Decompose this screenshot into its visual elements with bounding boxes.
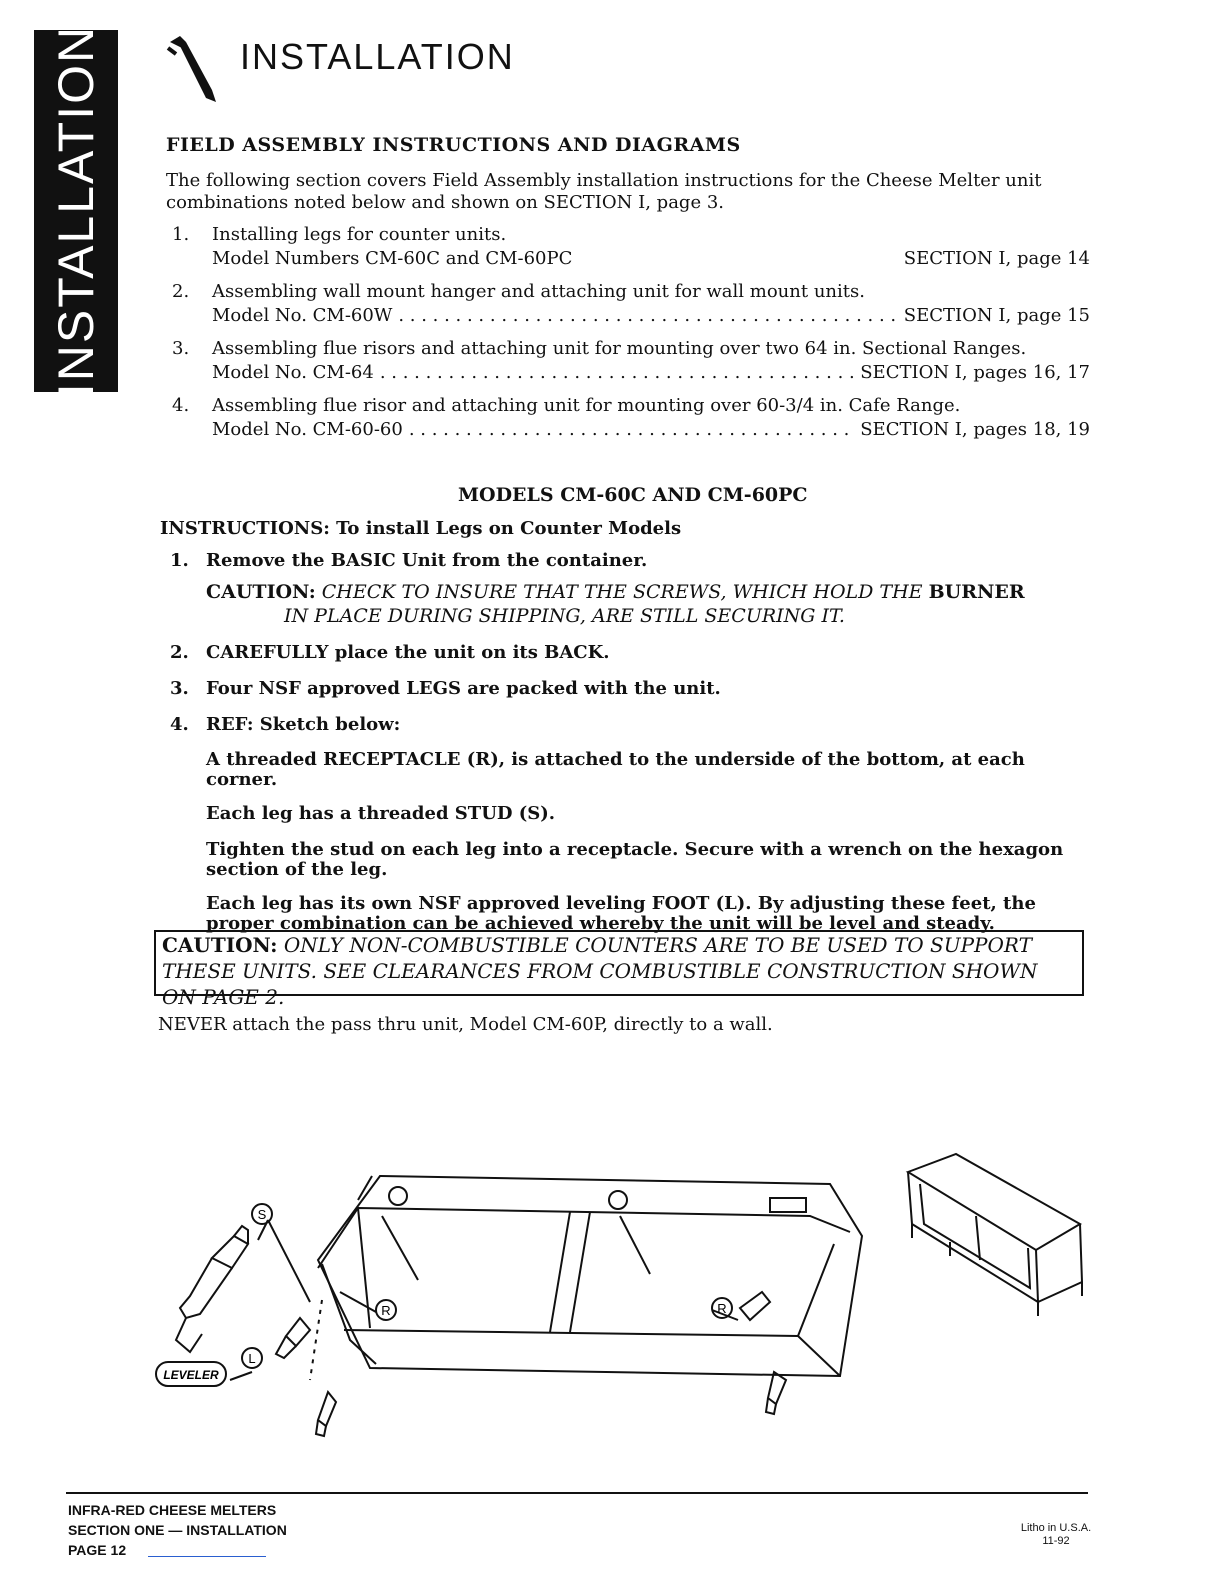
never-note: NEVER attach the pass thru unit, Model CM-60P, directly to a wall. bbox=[158, 1014, 773, 1035]
item-model-line bbox=[212, 419, 1090, 441]
list-item bbox=[172, 281, 1092, 338]
side-tab bbox=[34, 24, 118, 398]
item-reference: SECTION I, pages 16, 17 bbox=[860, 362, 1090, 383]
assembly-list bbox=[172, 224, 1092, 452]
caution-text: CHECK TO INSURE THAT THE SCREWS, WHICH HOLD THE bbox=[321, 581, 923, 603]
item-description: Installing legs for counter units. bbox=[212, 224, 507, 245]
step-number: 1. bbox=[170, 550, 189, 571]
step-3 bbox=[170, 678, 1100, 700]
vent-icon bbox=[609, 1191, 627, 1209]
step-number: 3. bbox=[170, 678, 189, 699]
item-number: 2. bbox=[172, 281, 190, 302]
receptacle-label: R bbox=[717, 1301, 727, 1316]
item-number: 4. bbox=[172, 395, 190, 416]
unit-outline bbox=[318, 1176, 862, 1376]
item-number: 1. bbox=[172, 224, 190, 245]
footer-print-info bbox=[1016, 1522, 1096, 1548]
item-description: Assembling wall mount hanger and attaching unit for wall mount units. bbox=[212, 281, 865, 302]
shipping-caution bbox=[206, 580, 1100, 628]
side-tab-label: INSTALLATION bbox=[48, 24, 104, 398]
caution-text: ONLY NON-COMBUSTIBLE COUNTERS ARE TO BE USED TO SUPPORT THESE UNITS. SEE CLEARANCES FROM COMBUSTIBLE CONSTRUCTION SHOWN ON PAGE 2. bbox=[162, 933, 1038, 1009]
caution-label: CAUTION: bbox=[162, 933, 278, 957]
footer-rule bbox=[66, 1492, 1088, 1494]
step-text: REF: Sketch below: bbox=[206, 714, 401, 735]
caution-label: CAUTION: bbox=[206, 581, 316, 603]
leg-assembly-sketch bbox=[150, 1140, 1100, 1460]
dot-leader bbox=[409, 419, 854, 441]
footer-page-number: PAGE 12 bbox=[68, 1542, 127, 1558]
step-4 bbox=[170, 714, 1100, 736]
page-title: INSTALLATION bbox=[240, 36, 515, 77]
footer-section: SECTION ONE — INSTALLATION bbox=[68, 1522, 287, 1538]
list-item bbox=[172, 338, 1092, 395]
item-reference: SECTION I, pages 18, 19 bbox=[860, 419, 1090, 440]
step-number: 2. bbox=[170, 642, 189, 663]
intro-paragraph: The following section covers Field Assembly installation instructions for the Cheese Melter unit combinations noted below and shown on SECTION I, page 3. bbox=[166, 170, 1042, 213]
vent-icon bbox=[389, 1187, 407, 1205]
dot-leader bbox=[380, 362, 854, 384]
step-text: Four NSF approved LEGS are packed with the unit. bbox=[206, 678, 721, 699]
section-heading: FIELD ASSEMBLY INSTRUCTIONS AND DIAGRAMS bbox=[166, 134, 741, 156]
item-reference: SECTION I, page 14 bbox=[903, 248, 1090, 269]
list-item bbox=[172, 395, 1092, 452]
foot-paragraph: Each leg has its own NSF approved leveling FOOT (L). By adjusting these feet, the proper combination can be achieved whereby the unit will be level and steady. bbox=[206, 893, 1036, 934]
item-reference: SECTION I, page 15 bbox=[903, 305, 1090, 326]
item-model-line bbox=[212, 248, 1090, 270]
item-model: Model Numbers CM-60C and CM-60PC bbox=[212, 248, 573, 269]
page-underline bbox=[148, 1556, 266, 1557]
step-text: Remove the BASIC Unit from the container. bbox=[206, 550, 648, 571]
item-model: Model No. CM-64 bbox=[212, 362, 374, 383]
control-panel-icon bbox=[770, 1198, 806, 1212]
instruction-steps bbox=[170, 550, 1100, 934]
dot-leader bbox=[398, 305, 897, 327]
item-model: Model No. CM-60W bbox=[212, 305, 393, 326]
item-model-line bbox=[212, 362, 1090, 384]
assembled-unit-sketch bbox=[908, 1154, 1082, 1316]
models-heading: MODELS CM-60C AND CM-60PC bbox=[458, 484, 808, 506]
footer bbox=[68, 1500, 287, 1560]
item-description: Assembling flue risors and attaching unit for mounting over two 64 in. Sectional Ranges. bbox=[212, 338, 1027, 359]
stud-paragraph: Each leg has a threaded STUD (S). bbox=[206, 803, 556, 824]
step-2 bbox=[170, 642, 1100, 664]
caution-bold-word: BURNER bbox=[928, 581, 1025, 603]
footer-product: INFRA-RED CHEESE MELTERS bbox=[68, 1502, 277, 1518]
foot-label: L bbox=[248, 1351, 256, 1366]
step-number: 4. bbox=[170, 714, 189, 735]
wrench-icon bbox=[166, 32, 222, 106]
item-description: Assembling flue risor and attaching unit for mounting over 60-3/4 in. Cafe Range. bbox=[212, 395, 961, 416]
list-item bbox=[172, 224, 1092, 281]
tighten-paragraph: Tighten the stud on each leg into a receptacle. Secure with a wrench on the hexagon section of the leg. bbox=[206, 839, 1064, 880]
item-model-line bbox=[212, 305, 1090, 327]
item-model: Model No. CM-60-60 bbox=[212, 419, 403, 440]
caution-text-line-2: IN PLACE DURING SHIPPING, ARE STILL SECURING IT. bbox=[284, 605, 845, 627]
footer-litho: Litho in U.S.A. bbox=[1020, 1522, 1092, 1534]
step-1 bbox=[170, 550, 1100, 572]
leveler-label: LEVELER bbox=[163, 1368, 219, 1382]
step-text: CAREFULLY place the unit on its BACK. bbox=[206, 642, 610, 663]
footer-date: 11-92 bbox=[1042, 1535, 1070, 1547]
stud-label: S bbox=[257, 1207, 267, 1222]
instructions-heading: INSTRUCTIONS: To install Legs on Counter Models bbox=[160, 518, 682, 539]
caution-box bbox=[154, 930, 1084, 1009]
item-number: 3. bbox=[172, 338, 190, 359]
receptacle-paragraph: A threaded RECEPTACLE (R), is attached to the underside of the bottom, at each corner. bbox=[206, 749, 1025, 790]
receptacle-label: R bbox=[381, 1303, 391, 1318]
